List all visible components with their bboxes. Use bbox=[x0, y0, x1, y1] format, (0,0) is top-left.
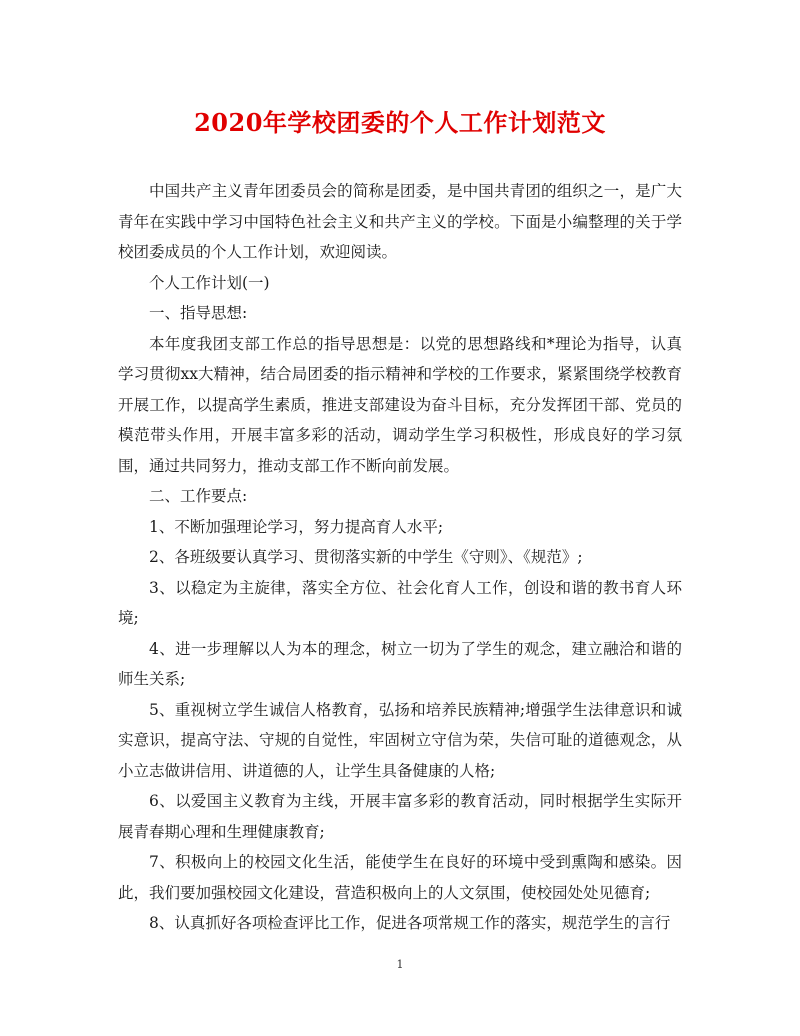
list-item-3: 3、以稳定为主旋律，落实全方位、社会化育人工作，创设和谐的教书育人环境; bbox=[118, 578, 682, 627]
page-number: 1 bbox=[396, 958, 404, 971]
list-item-1: 1、不断加强理论学习，努力提高育人水平; bbox=[149, 517, 444, 536]
section-heading-guiding-thought: 一、指导思想: bbox=[149, 304, 248, 322]
paragraph-intro: 中国共产主义青年团委员会的简称是团委，是中国共青团的组织之一，是广大青年在实践中学习中国特色社会主义和共产主义的学校。下面是小编整理的关于学校团委成员的个人工作计划，欢迎阅读。 bbox=[118, 182, 682, 261]
section-heading-plan-one: 个人工作计划(一) bbox=[149, 273, 270, 292]
list-item-6: 6、以爱国主义教育为主线，开展丰富多彩的教育活动，同时根据学生实际开展青春期心理和生理健康教育; bbox=[118, 792, 682, 841]
document-title: 2020年学校团委的个人工作计划范文 bbox=[194, 108, 606, 137]
list-item-4: 4、进一步理解以人为本的理念，树立一切为了学生的观念，建立融洽和谐的师生关系; bbox=[118, 639, 682, 688]
document-body bbox=[118, 176, 682, 939]
section-heading-key-points: 二、工作要点: bbox=[149, 487, 248, 505]
list-item-7: 7、积极向上的校园文化生活，能使学生在良好的环境中受到熏陶和感染。因此，我们要加强校园文化建设，营造积极向上的人文氛围，使校园处处见德育; bbox=[118, 853, 682, 902]
list-item-2: 2、各班级要认真学习、贯彻落实新的中学生《守则》、《规范》; bbox=[149, 548, 583, 566]
paragraph-guiding-thought: 本年度我团支部工作总的指导思想是：以党的思想路线和*理论为指导，认真学习贯彻xx大精神，结合局团委的指示精神和学校的工作要求，紧紧围绕学校教育开展工作，以提高学生素质，推进支部建设为奋斗目标，充分发挥团干部、党员的模范带头作用，开展丰富多彩的活动，调动学生学习积极性，形成良好的学习氛围，通过共同努力，推动支部工作不断向前发展。 bbox=[118, 334, 682, 475]
list-item-8: 8、认真抓好各项检查评比工作，促进各项常规工作的落实，规范学生的言行 bbox=[149, 914, 671, 932]
list-item-5: 5、重视树立学生诚信人格教育，弘扬和培养民族精神;增强学生法律意识和诚实意识，提高守法、守规的自觉性，牢固树立守信为荣，失信可耻的道德观念，从小立志做讲信用、讲道德的人，让学生具备健康的人格; bbox=[118, 700, 682, 780]
